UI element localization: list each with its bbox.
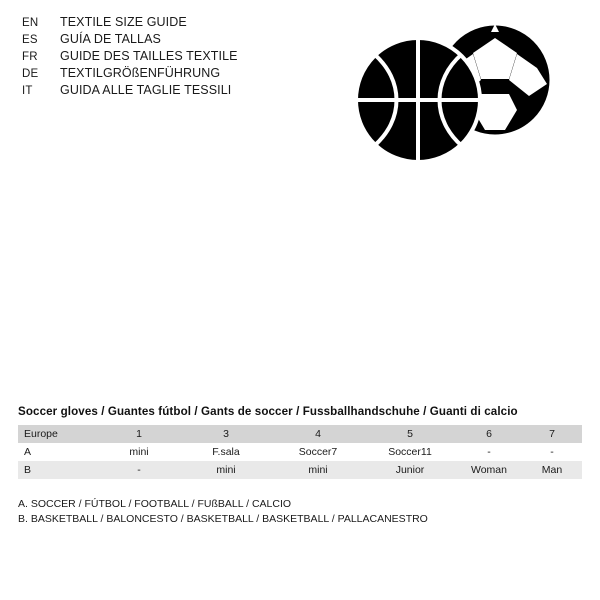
cell: mini xyxy=(272,461,364,479)
cell: F.sala xyxy=(180,443,272,461)
header-cell-region: Europe xyxy=(18,425,98,443)
legend-label: TEXTILGRÖßENFÜHRUNG xyxy=(60,66,221,80)
legend-code: IT xyxy=(22,85,33,97)
language-legend xyxy=(22,14,312,99)
table-row xyxy=(18,461,582,479)
header-cell-size-4: 4 xyxy=(272,425,364,443)
cell: Soccer11 xyxy=(364,443,456,461)
ball-illustration xyxy=(352,22,567,172)
legend-code: EN xyxy=(22,17,39,29)
legend-code: DE xyxy=(22,68,39,80)
size-table xyxy=(18,425,582,479)
legend-row-en xyxy=(22,14,312,31)
legend-code: FR xyxy=(22,51,38,63)
cell: Junior xyxy=(364,461,456,479)
legend-label: GUIDA ALLE TAGLIE TESSILI xyxy=(60,83,232,97)
legend-row-it xyxy=(22,82,312,99)
footnotes xyxy=(18,497,582,527)
cell: Woman xyxy=(456,461,522,479)
cell: - xyxy=(522,443,582,461)
footnote-b: B. BASKETBALL / BALONCESTO / BASKETBALL / BASKETBALL / PALLACANESTRO xyxy=(18,513,428,525)
balls-graphic xyxy=(352,22,567,172)
legend-label: GUIDE DES TAILLES TEXTILE xyxy=(60,49,238,63)
header-cell-size-5: 5 xyxy=(364,425,456,443)
legend-row-es xyxy=(22,31,312,48)
header-cell-size-1: 1 xyxy=(98,425,180,443)
cell: Soccer7 xyxy=(272,443,364,461)
cell: - xyxy=(98,461,180,479)
legend-code: ES xyxy=(22,34,38,46)
footnote-a: A. SOCCER / FÚTBOL / FOOTBALL / FUßBALL / CALCIO xyxy=(18,498,292,510)
cell: Man xyxy=(522,461,582,479)
legend-label: GUÍA DE TALLAS xyxy=(60,32,161,46)
header-cell-size-7: 7 xyxy=(522,425,582,443)
table-header-row xyxy=(18,425,582,443)
row-label: A xyxy=(18,443,98,461)
header-cell-size-6: 6 xyxy=(456,425,522,443)
basketball-icon xyxy=(356,38,480,162)
table-row xyxy=(18,443,582,461)
legend-row-de xyxy=(22,65,312,82)
cell: - xyxy=(456,443,522,461)
header-cell-size-3: 3 xyxy=(180,425,272,443)
table-title: Soccer gloves / Guantes fútbol / Gants de soccer / Fussballhandschuhe / Guanti di calcio xyxy=(18,405,518,418)
cell: mini xyxy=(180,461,272,479)
legend-row-fr xyxy=(22,48,312,65)
row-label: B xyxy=(18,461,98,479)
cell: mini xyxy=(98,443,180,461)
size-guide-block xyxy=(18,405,582,527)
legend-label: TEXTILE SIZE GUIDE xyxy=(60,15,187,29)
